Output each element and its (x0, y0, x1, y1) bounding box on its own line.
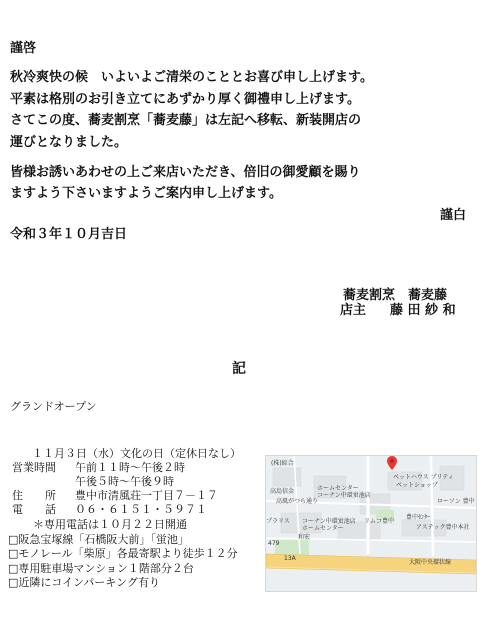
access-3: □専用駐車場マンション１階部分２台 (8, 562, 194, 575)
signature-shop: 蕎麦割烹 蕎麦藤 (343, 288, 448, 303)
paragraph2-line2: ますよう下さいますようご案内申し上げます。 (10, 186, 282, 201)
paragraph2-line1: 皆様お誘いあわせの上ご来店いただき、倍旧の御愛顧を賜り (10, 165, 361, 180)
map-label-shobu: 高風がつら通り (276, 498, 319, 505)
map-label-lawson: ローソン 豊中 (437, 498, 475, 505)
hours-label: 営業時間 (12, 461, 56, 474)
closing: 謹白 (440, 208, 467, 223)
address-label: 住 所 (12, 489, 56, 502)
location-map[interactable] (265, 455, 477, 592)
phone-note: ＊専用電話は１０月２２日開通 (33, 518, 187, 531)
map-label-home-sub: コーナン中環蛍池店 (317, 492, 371, 499)
paragraph1-line1: 秋冷爽快の候 いよいよご清栄のこととお喜び申し上げます。 (10, 70, 373, 85)
salutation: 謹啓 (10, 41, 37, 56)
map-label-road: 大阪中央環状線 (409, 559, 452, 566)
map-label-kohnan-sub: ホームセンター (302, 525, 344, 532)
map-label-r2: 13A (284, 555, 296, 562)
signature-owner-name: 藤 田 紗 和 (390, 303, 456, 318)
map-label-top: (株)綜合 (271, 460, 294, 467)
paragraph1-line2: 平素は格別のお引き立てにあずかり厚く御禮申し上げます。 (10, 92, 360, 107)
paragraph1-line3: さてこの度、蕎麦割烹「蕎麦藤」は左記へ移転、新装開店の (10, 113, 362, 128)
paragraph1-line4: 運びとなりました。 (10, 135, 128, 150)
location-pin-icon (387, 456, 397, 470)
phone: ０６・６１５１・５９７１ (75, 503, 207, 516)
date: 令和３年１０月吉日 (10, 227, 128, 242)
hours-2: 午後５時～午後９時 (75, 475, 174, 488)
address: 豊中市清風荘一丁目７－１７ (75, 489, 218, 502)
map-label-ribumo: リムコ豊中 (364, 518, 395, 525)
map-label-kohnan: コーナン中環蛍池店 (302, 518, 356, 525)
notice-heading: 記 (232, 361, 246, 377)
map-label-bank: 高島信金 (270, 488, 295, 495)
phone-label: 電 話 (12, 503, 56, 516)
map-label-pet: ペットハウス プリティ (393, 474, 454, 481)
map-label-cnt: 豊中ｾﾝﾀｰ (406, 514, 431, 521)
signature-owner-title: 店主 (340, 303, 367, 318)
map-label-yon: 和宏 (298, 534, 311, 541)
map-label-plus: プラリス (266, 518, 290, 525)
hours-1: 午前１１時～午後２時 (75, 461, 185, 474)
access-2: □モノレール「柴原」各最寄駅より徒歩１２分 (8, 547, 238, 560)
open-date: １１月３日（水）文化の日（定休日なし） (32, 447, 241, 460)
map-label-astek: アステック豊中本社 (416, 524, 470, 531)
access-4: □近隣にコインパーキング有り (8, 576, 160, 589)
map-label-pet-sub: ペットショップ (396, 482, 438, 489)
map-label-home: ホームセンター (317, 485, 359, 492)
access-1: □阪急宝塚線「石橋阪大前」「蛍池」 (8, 533, 189, 546)
map-label-rt: 479 (268, 540, 280, 547)
grand-open: グランドオープン (10, 400, 97, 413)
